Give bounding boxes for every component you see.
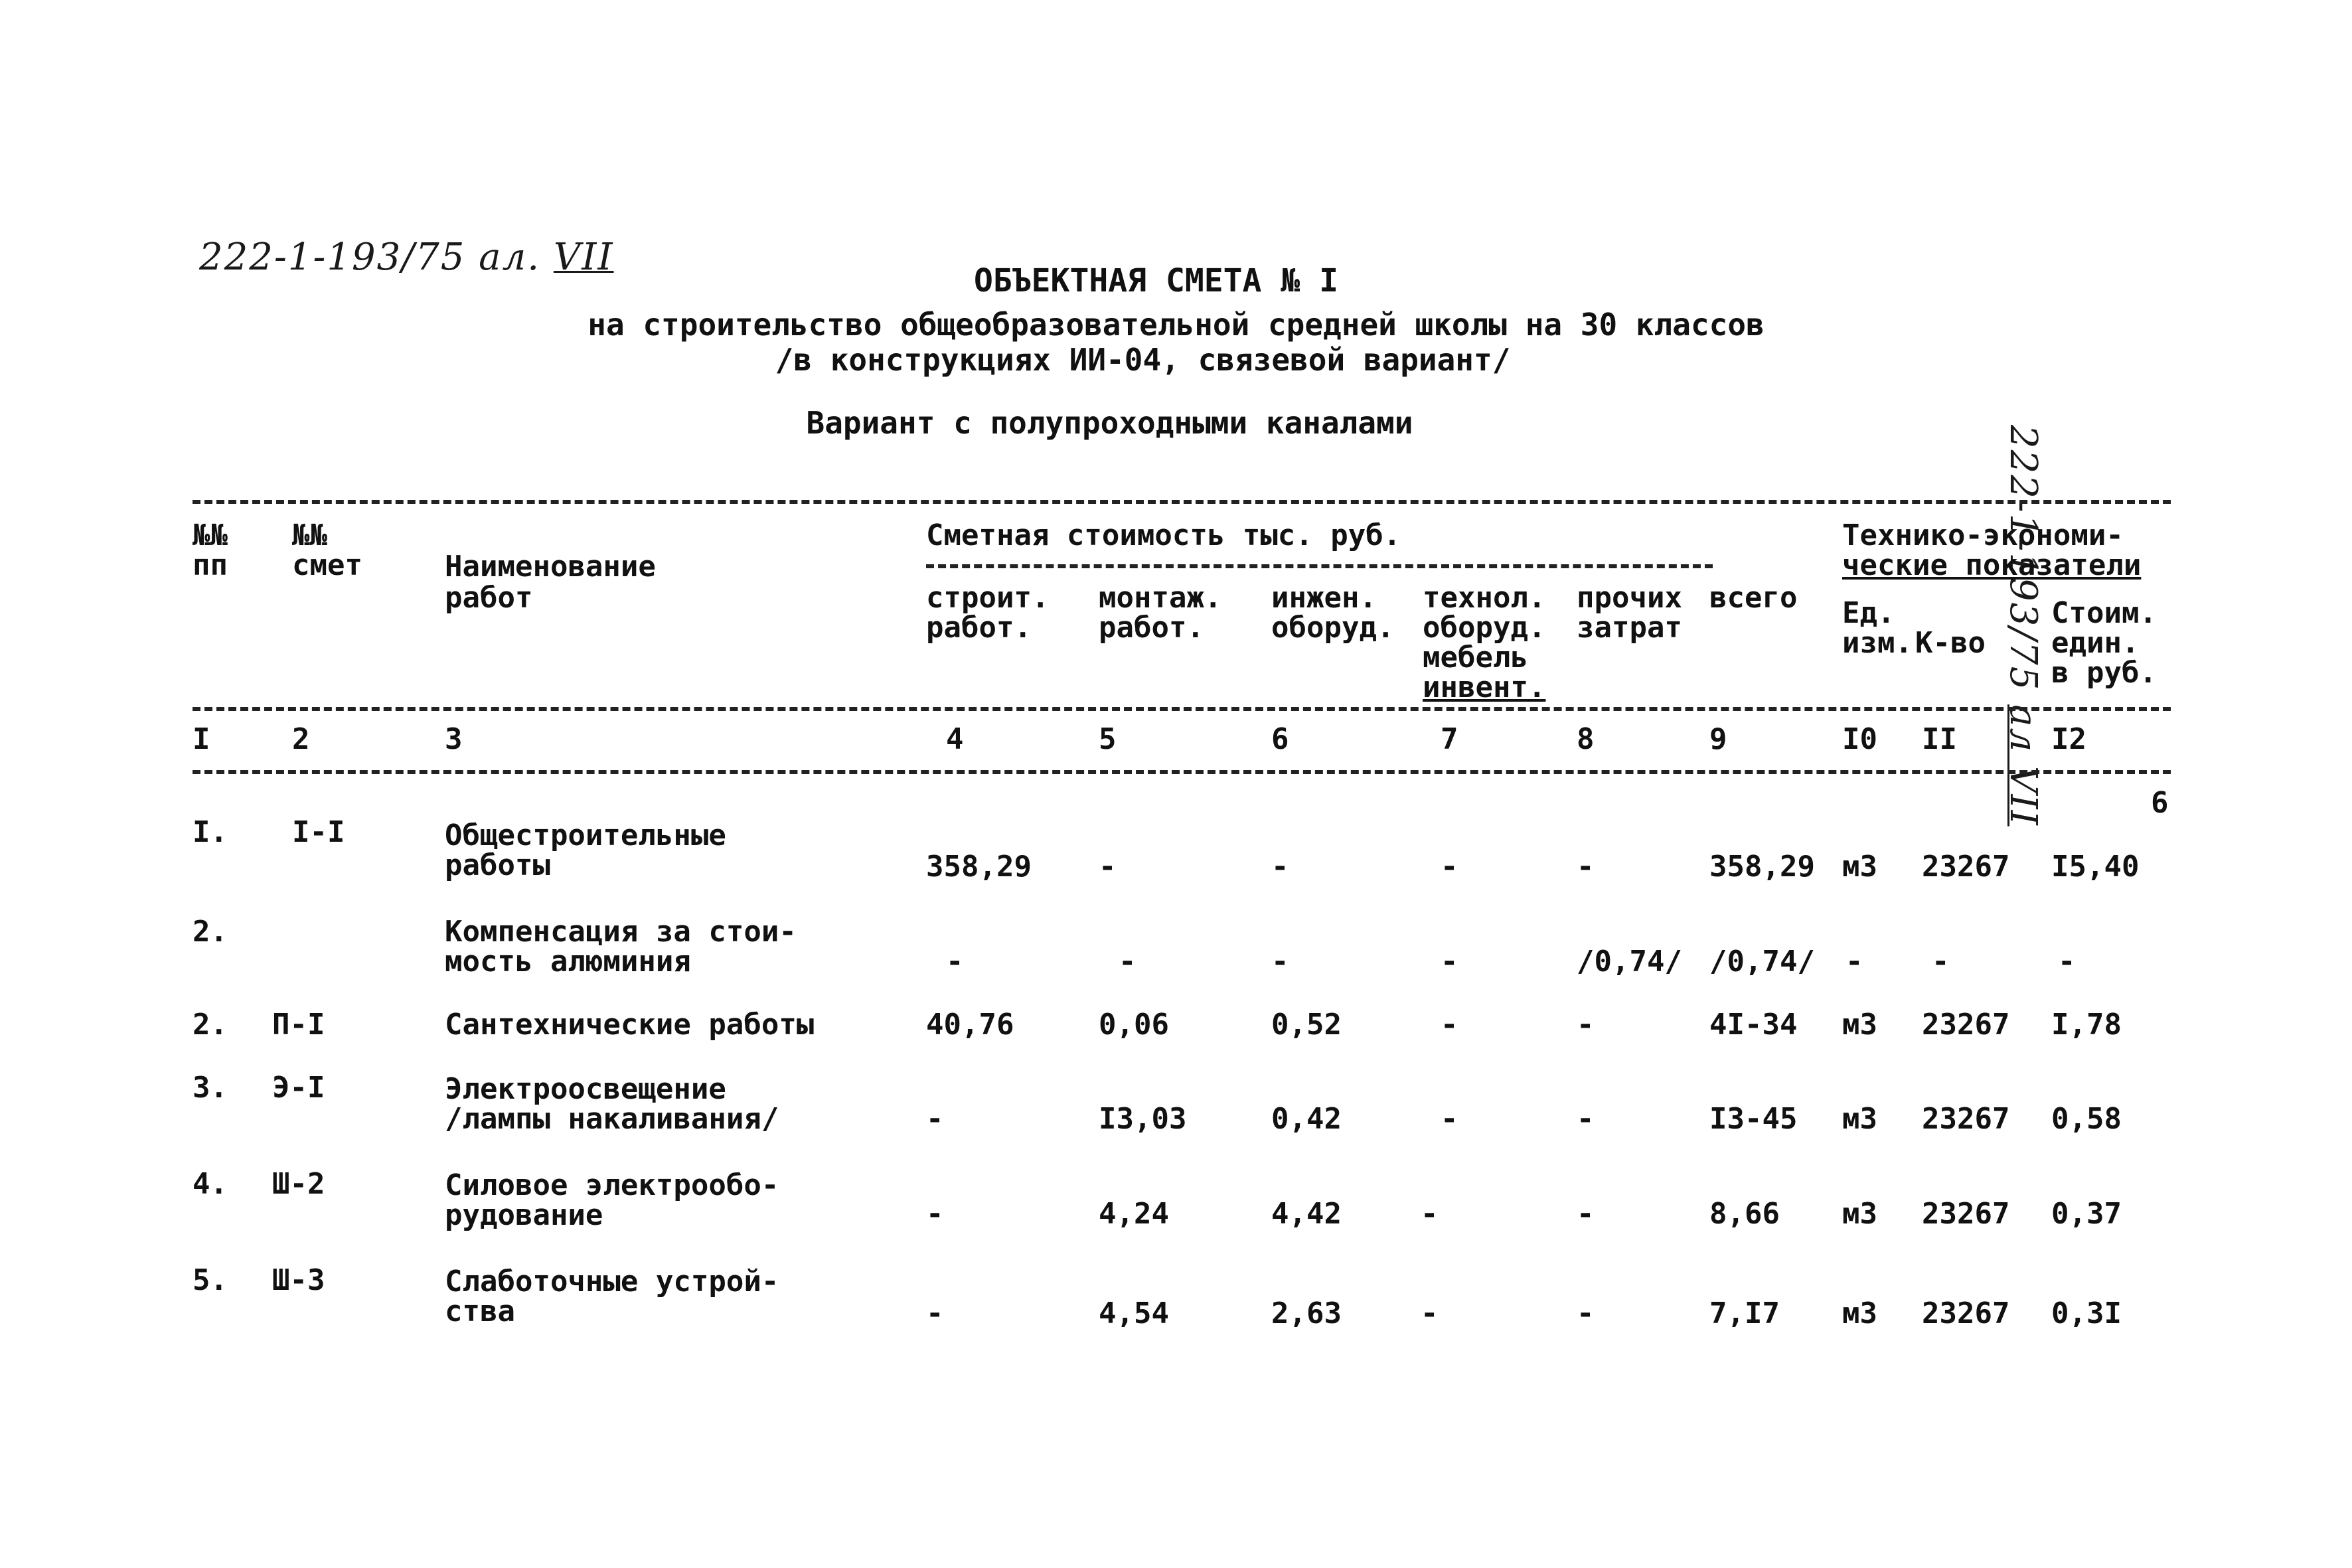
header-other-line1: прочих — [1577, 581, 1682, 615]
row-engineering: - — [1271, 945, 1289, 979]
row-name-line1: Силовое электрообо- — [445, 1168, 779, 1202]
row-technology: - — [1421, 1197, 1439, 1231]
row-other: - — [1577, 1197, 1595, 1231]
row-num: 4. — [193, 1167, 228, 1201]
row-engineering: 4,42 — [1271, 1197, 1342, 1231]
table-top-rule — [193, 500, 2171, 504]
header-constr-line1: строит. — [926, 581, 1050, 615]
row-mounting: 0,06 — [1099, 1008, 1169, 1042]
row-estimate: Ш-3 — [272, 1263, 325, 1297]
row-other: /0,74/ — [1577, 945, 1682, 979]
side-code-text: 222-1-193/75 — [2001, 425, 2045, 692]
header-mount-line1: монтаж. — [1099, 581, 1222, 615]
header-unit-line1: Ед. — [1842, 596, 1895, 630]
cost-group-rule — [926, 564, 1713, 568]
column-number: 4 — [946, 722, 964, 756]
row-other: - — [1577, 1296, 1595, 1330]
row-total: I3-45 — [1709, 1102, 1798, 1136]
row-construction: 358,29 — [926, 850, 1032, 884]
row-unit: м3 — [1842, 850, 1877, 884]
document-subtitle-line2: /в конструкциях ИИ-04, связевой вариант/ — [775, 342, 1511, 378]
row-unit: м3 — [1842, 1296, 1877, 1330]
header-total: всего — [1709, 581, 1798, 615]
column-number: 9 — [1709, 722, 1727, 756]
column-number: I0 — [1842, 722, 1877, 756]
row-unit: м3 — [1842, 1102, 1877, 1136]
header-eng-line1: инжен. — [1271, 581, 1377, 615]
header-tech-line2: оборуд. — [1423, 611, 1546, 645]
colnum-bottom-rule — [193, 770, 2171, 774]
row-other: - — [1577, 850, 1595, 884]
row-quantity: - — [1932, 945, 1950, 979]
header-name-line2: работ — [445, 581, 533, 615]
document-sheet: VII — [553, 236, 614, 279]
side-document-code — [2001, 425, 2045, 826]
row-unit: - — [1845, 945, 1863, 979]
row-num: 2. — [193, 1008, 228, 1042]
column-number: 5 — [1099, 722, 1117, 756]
row-quantity: 23267 — [1922, 850, 2010, 884]
row-unit: м3 — [1842, 1197, 1877, 1231]
row-engineering: - — [1271, 850, 1289, 884]
header-tech-line1: технол. — [1423, 581, 1546, 615]
header-tei-line1: Технико-экономи- — [1842, 518, 2124, 552]
row-mounting: I3,03 — [1099, 1102, 1187, 1136]
page-number: 6 — [2151, 786, 2169, 820]
row-name-line1: Компенсация за стои- — [445, 915, 797, 949]
row-technology: - — [1421, 1296, 1439, 1330]
row-technology: - — [1441, 1102, 1458, 1136]
row-total: 4I-34 — [1709, 1008, 1798, 1042]
row-engineering: 2,63 — [1271, 1296, 1342, 1330]
row-estimate: Ш-2 — [272, 1167, 325, 1201]
row-name-line2: ства — [445, 1294, 515, 1328]
row-other: - — [1577, 1102, 1595, 1136]
header-num-line1: №№ — [193, 518, 228, 552]
row-unit-cost: - — [2058, 945, 2076, 979]
header-est-line1: №№ — [292, 518, 327, 552]
row-unit-cost: 0,3I — [2051, 1296, 2122, 1330]
column-number: I2 — [2051, 722, 2086, 756]
row-name-line1: Сантехнические работы — [445, 1008, 815, 1042]
row-total: 358,29 — [1709, 850, 1815, 884]
row-name-line1: Электроосвещение — [445, 1072, 726, 1106]
row-name-line2: мость алюминия — [445, 945, 691, 979]
row-quantity: 23267 — [1922, 1102, 2010, 1136]
header-qty: К-во — [1915, 626, 1986, 660]
side-code-sheet: ал VII — [2001, 704, 2045, 826]
row-engineering: 0,42 — [1271, 1102, 1342, 1136]
header-est-line2: смет — [292, 548, 362, 582]
row-name-line2: /лампы накаливания/ — [445, 1102, 779, 1136]
row-construction: - — [926, 1296, 944, 1330]
row-unit-cost: I,78 — [2051, 1008, 2122, 1042]
row-technology: - — [1441, 850, 1458, 884]
row-total: 8,66 — [1709, 1197, 1780, 1231]
row-unit-cost: 0,37 — [2051, 1197, 2122, 1231]
row-num: 5. — [193, 1263, 228, 1297]
column-number: II — [1922, 722, 1957, 756]
header-name-line1: Наименование — [445, 550, 656, 584]
document-title: ОБЪЕКТНАЯ СМЕТА № I — [973, 262, 1339, 299]
row-estimate: Э-I — [272, 1071, 325, 1105]
column-number: 3 — [445, 722, 463, 756]
row-unit-cost: I5,40 — [2051, 850, 2140, 884]
header-other-line2: затрат — [1577, 611, 1682, 645]
header-unitcost-line2: един. — [2051, 626, 2140, 660]
column-number: 6 — [1271, 722, 1289, 756]
row-name-line1: Слаботочные устрой- — [445, 1265, 779, 1298]
row-name-line1: Общестроительные — [445, 819, 726, 852]
variant-caption: Вариант с полупроходными каналами — [806, 405, 1413, 441]
row-estimate: П-I — [272, 1008, 325, 1042]
row-num: 3. — [193, 1071, 228, 1105]
column-number: 7 — [1441, 722, 1458, 756]
row-technology: - — [1441, 1008, 1458, 1042]
row-num: I. — [193, 815, 228, 849]
header-unitcost-line3: в руб. — [2051, 656, 2157, 690]
row-total: 7,I7 — [1709, 1296, 1780, 1330]
row-quantity: 23267 — [1922, 1296, 2010, 1330]
row-mounting: 4,54 — [1099, 1296, 1169, 1330]
header-tech-line3: мебель — [1423, 641, 1528, 674]
document-code-text: 222-1-193/75 ал. — [199, 236, 541, 279]
header-cost-group: Сметная стоимость тыс. руб. — [926, 518, 1401, 552]
row-mounting: 4,24 — [1099, 1197, 1169, 1231]
header-tei-line2: ческие показатели — [1842, 548, 2142, 582]
column-number: I — [193, 722, 210, 756]
row-construction: 40,76 — [926, 1008, 1014, 1042]
row-name-line2: работы — [445, 848, 550, 882]
row-construction: - — [926, 1197, 944, 1231]
row-engineering: 0,52 — [1271, 1008, 1342, 1042]
row-estimate: I-I — [292, 815, 345, 849]
row-total: /0,74/ — [1709, 945, 1815, 979]
header-bottom-rule — [193, 707, 2171, 711]
row-num: 2. — [193, 915, 228, 949]
row-technology: - — [1441, 945, 1458, 979]
row-other: - — [1577, 1008, 1595, 1042]
row-unit: м3 — [1842, 1008, 1877, 1042]
row-name-line2: рудование — [445, 1198, 603, 1232]
header-tech-line4: инвент. — [1423, 670, 1546, 704]
header-unit-line2: изм. — [1842, 626, 1913, 660]
column-number: 2 — [292, 722, 310, 756]
row-quantity: 23267 — [1922, 1197, 2010, 1231]
header-unitcost-line1: Стоим. — [2051, 596, 2157, 630]
header-mount-line2: работ. — [1099, 611, 1204, 645]
header-num-line2: пп — [193, 548, 228, 582]
row-construction: - — [946, 945, 964, 979]
row-unit-cost: 0,58 — [2051, 1102, 2122, 1136]
row-construction: - — [926, 1102, 944, 1136]
header-constr-line2: работ. — [926, 611, 1032, 645]
row-quantity: 23267 — [1922, 1008, 2010, 1042]
header-eng-line2: оборуд. — [1271, 611, 1395, 645]
column-number: 8 — [1577, 722, 1595, 756]
row-mounting: - — [1099, 850, 1117, 884]
row-mounting: - — [1119, 945, 1137, 979]
document-subtitle-line1: на строительство общеобразовательной средней школы на 30 классов — [588, 307, 1764, 343]
